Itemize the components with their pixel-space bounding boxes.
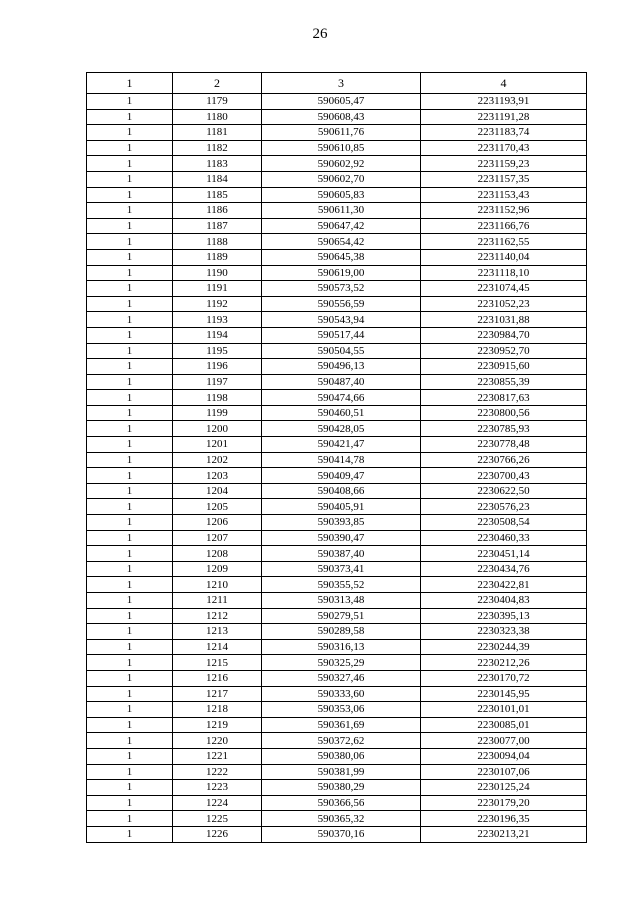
zone-cell: 1 <box>87 515 173 531</box>
y-coordinate-cell: 2231157,35 <box>421 171 587 187</box>
zone-cell: 1 <box>87 655 173 671</box>
zone-cell: 1 <box>87 546 173 562</box>
zone-cell: 1 <box>87 156 173 172</box>
x-coordinate-cell: 590602,70 <box>262 171 421 187</box>
point-number-cell: 1198 <box>173 390 262 406</box>
y-coordinate-cell: 2230422,81 <box>421 577 587 593</box>
zone-cell: 1 <box>87 764 173 780</box>
table-row <box>87 686 587 702</box>
table-row <box>87 327 587 343</box>
x-coordinate-cell: 590487,40 <box>262 374 421 390</box>
point-number-cell: 1218 <box>173 702 262 718</box>
point-number-cell: 1216 <box>173 670 262 686</box>
table-row <box>87 359 587 375</box>
x-coordinate-cell: 590313,48 <box>262 593 421 609</box>
point-number-cell: 1206 <box>173 515 262 531</box>
point-number-cell: 1200 <box>173 421 262 437</box>
y-coordinate-cell: 2230766,26 <box>421 452 587 468</box>
x-coordinate-cell: 590380,29 <box>262 780 421 796</box>
x-coordinate-cell: 590605,83 <box>262 187 421 203</box>
point-number-cell: 1201 <box>173 437 262 453</box>
column-header-3: 3 <box>262 73 421 94</box>
zone-cell: 1 <box>87 125 173 141</box>
zone-cell: 1 <box>87 686 173 702</box>
x-coordinate-cell: 590460,51 <box>262 405 421 421</box>
zone-cell: 1 <box>87 109 173 125</box>
table-row <box>87 203 587 219</box>
y-coordinate-cell: 2230508,54 <box>421 515 587 531</box>
point-number-cell: 1182 <box>173 140 262 156</box>
zone-cell: 1 <box>87 312 173 328</box>
point-number-cell: 1184 <box>173 171 262 187</box>
table-body <box>87 94 587 843</box>
point-number-cell: 1226 <box>173 826 262 842</box>
table-row <box>87 171 587 187</box>
point-number-cell: 1204 <box>173 483 262 499</box>
x-coordinate-cell: 590355,52 <box>262 577 421 593</box>
table-row <box>87 826 587 842</box>
zone-cell: 1 <box>87 234 173 250</box>
x-coordinate-cell: 590333,60 <box>262 686 421 702</box>
y-coordinate-cell: 2230179,20 <box>421 795 587 811</box>
x-coordinate-cell: 590381,99 <box>262 764 421 780</box>
x-coordinate-cell: 590414,78 <box>262 452 421 468</box>
point-number-cell: 1223 <box>173 780 262 796</box>
table-row <box>87 437 587 453</box>
table-row <box>87 655 587 671</box>
point-number-cell: 1193 <box>173 312 262 328</box>
point-number-cell: 1210 <box>173 577 262 593</box>
x-coordinate-cell: 590380,06 <box>262 748 421 764</box>
y-coordinate-cell: 2230101,01 <box>421 702 587 718</box>
zone-cell: 1 <box>87 94 173 110</box>
x-coordinate-cell: 590474,66 <box>262 390 421 406</box>
table-row <box>87 764 587 780</box>
table-row <box>87 296 587 312</box>
point-number-cell: 1225 <box>173 811 262 827</box>
x-coordinate-cell: 590605,47 <box>262 94 421 110</box>
y-coordinate-cell: 2230212,26 <box>421 655 587 671</box>
x-coordinate-cell: 590387,40 <box>262 546 421 562</box>
x-coordinate-cell: 590366,56 <box>262 795 421 811</box>
zone-cell: 1 <box>87 359 173 375</box>
x-coordinate-cell: 590428,05 <box>262 421 421 437</box>
y-coordinate-cell: 2230576,23 <box>421 499 587 515</box>
x-coordinate-cell: 590361,69 <box>262 717 421 733</box>
zone-cell: 1 <box>87 437 173 453</box>
zone-cell: 1 <box>87 577 173 593</box>
y-coordinate-cell: 2230800,56 <box>421 405 587 421</box>
point-number-cell: 1199 <box>173 405 262 421</box>
table-row <box>87 733 587 749</box>
table-row <box>87 593 587 609</box>
table-row <box>87 577 587 593</box>
point-number-cell: 1219 <box>173 717 262 733</box>
x-coordinate-cell: 590408,66 <box>262 483 421 499</box>
table-row <box>87 281 587 297</box>
x-coordinate-cell: 590289,58 <box>262 624 421 640</box>
x-coordinate-cell: 590405,91 <box>262 499 421 515</box>
table-row <box>87 218 587 234</box>
zone-cell: 1 <box>87 468 173 484</box>
point-number-cell: 1183 <box>173 156 262 172</box>
table-row <box>87 405 587 421</box>
y-coordinate-cell: 2230213,21 <box>421 826 587 842</box>
zone-cell: 1 <box>87 327 173 343</box>
table-row <box>87 265 587 281</box>
zone-cell: 1 <box>87 499 173 515</box>
x-coordinate-cell: 590610,85 <box>262 140 421 156</box>
x-coordinate-cell: 590409,47 <box>262 468 421 484</box>
table-row <box>87 312 587 328</box>
y-coordinate-cell: 2231074,45 <box>421 281 587 297</box>
point-number-cell: 1222 <box>173 764 262 780</box>
x-coordinate-cell: 590543,94 <box>262 312 421 328</box>
point-number-cell: 1212 <box>173 608 262 624</box>
zone-cell: 1 <box>87 405 173 421</box>
point-number-cell: 1192 <box>173 296 262 312</box>
table-row <box>87 780 587 796</box>
y-coordinate-cell: 2231152,96 <box>421 203 587 219</box>
y-coordinate-cell: 2230125,24 <box>421 780 587 796</box>
table-row <box>87 748 587 764</box>
header-row <box>87 73 587 94</box>
zone-cell: 1 <box>87 421 173 437</box>
table-row <box>87 249 587 265</box>
y-coordinate-cell: 2230404,83 <box>421 593 587 609</box>
point-number-cell: 1181 <box>173 125 262 141</box>
y-coordinate-cell: 2230077,00 <box>421 733 587 749</box>
y-coordinate-cell: 2230323,38 <box>421 624 587 640</box>
y-coordinate-cell: 2230817,63 <box>421 390 587 406</box>
zone-cell: 1 <box>87 374 173 390</box>
point-number-cell: 1191 <box>173 281 262 297</box>
y-coordinate-cell: 2230915,60 <box>421 359 587 375</box>
x-coordinate-cell: 590421,47 <box>262 437 421 453</box>
y-coordinate-cell: 2230952,70 <box>421 343 587 359</box>
column-header-2: 2 <box>173 73 262 94</box>
y-coordinate-cell: 2230094,04 <box>421 748 587 764</box>
point-number-cell: 1185 <box>173 187 262 203</box>
zone-cell: 1 <box>87 452 173 468</box>
zone-cell: 1 <box>87 780 173 796</box>
point-number-cell: 1211 <box>173 593 262 609</box>
y-coordinate-cell: 2231118,10 <box>421 265 587 281</box>
zone-cell: 1 <box>87 811 173 827</box>
table-row <box>87 125 587 141</box>
point-number-cell: 1205 <box>173 499 262 515</box>
zone-cell: 1 <box>87 171 173 187</box>
y-coordinate-cell: 2231193,91 <box>421 94 587 110</box>
y-coordinate-cell: 2231166,76 <box>421 218 587 234</box>
x-coordinate-cell: 590611,76 <box>262 125 421 141</box>
table-row <box>87 483 587 499</box>
column-header-1: 1 <box>87 73 173 94</box>
x-coordinate-cell: 590496,13 <box>262 359 421 375</box>
table-row <box>87 499 587 515</box>
table-row <box>87 452 587 468</box>
y-coordinate-cell: 2230451,14 <box>421 546 587 562</box>
y-coordinate-cell: 2231159,23 <box>421 156 587 172</box>
x-coordinate-cell: 590619,00 <box>262 265 421 281</box>
table-row <box>87 639 587 655</box>
zone-cell: 1 <box>87 670 173 686</box>
zone-cell: 1 <box>87 593 173 609</box>
y-coordinate-cell: 2230434,76 <box>421 561 587 577</box>
point-number-cell: 1194 <box>173 327 262 343</box>
y-coordinate-cell: 2231191,28 <box>421 109 587 125</box>
x-coordinate-cell: 590556,59 <box>262 296 421 312</box>
table-row <box>87 795 587 811</box>
y-coordinate-cell: 2231183,74 <box>421 125 587 141</box>
table-row <box>87 187 587 203</box>
zone-cell: 1 <box>87 748 173 764</box>
table-row <box>87 156 587 172</box>
zone-cell: 1 <box>87 140 173 156</box>
table-row <box>87 702 587 718</box>
zone-cell: 1 <box>87 203 173 219</box>
table-row <box>87 374 587 390</box>
y-coordinate-cell: 2230855,39 <box>421 374 587 390</box>
table-row <box>87 624 587 640</box>
point-number-cell: 1217 <box>173 686 262 702</box>
y-coordinate-cell: 2230244,39 <box>421 639 587 655</box>
x-coordinate-cell: 590654,42 <box>262 234 421 250</box>
zone-cell: 1 <box>87 639 173 655</box>
point-number-cell: 1196 <box>173 359 262 375</box>
table-row <box>87 546 587 562</box>
page-number: 26 <box>312 26 328 42</box>
y-coordinate-cell: 2231153,43 <box>421 187 587 203</box>
y-coordinate-cell: 2230785,93 <box>421 421 587 437</box>
table-row <box>87 717 587 733</box>
x-coordinate-cell: 590372,62 <box>262 733 421 749</box>
x-coordinate-cell: 590353,06 <box>262 702 421 718</box>
zone-cell: 1 <box>87 218 173 234</box>
x-coordinate-cell: 590504,55 <box>262 343 421 359</box>
y-coordinate-cell: 2230778,48 <box>421 437 587 453</box>
zone-cell: 1 <box>87 733 173 749</box>
point-number-cell: 1179 <box>173 94 262 110</box>
table-row <box>87 561 587 577</box>
y-coordinate-cell: 2230460,33 <box>421 530 587 546</box>
zone-cell: 1 <box>87 624 173 640</box>
table-row <box>87 109 587 125</box>
zone-cell: 1 <box>87 702 173 718</box>
table-header <box>87 73 587 94</box>
x-coordinate-cell: 590573,52 <box>262 281 421 297</box>
table-row <box>87 515 587 531</box>
point-number-cell: 1215 <box>173 655 262 671</box>
point-number-cell: 1221 <box>173 748 262 764</box>
point-number-cell: 1188 <box>173 234 262 250</box>
zone-cell: 1 <box>87 187 173 203</box>
point-number-cell: 1197 <box>173 374 262 390</box>
x-coordinate-cell: 590393,85 <box>262 515 421 531</box>
point-number-cell: 1202 <box>173 452 262 468</box>
zone-cell: 1 <box>87 296 173 312</box>
y-coordinate-cell: 2230107,06 <box>421 764 587 780</box>
zone-cell: 1 <box>87 249 173 265</box>
x-coordinate-cell: 590279,51 <box>262 608 421 624</box>
zone-cell: 1 <box>87 608 173 624</box>
zone-cell: 1 <box>87 717 173 733</box>
y-coordinate-cell: 2230984,70 <box>421 327 587 343</box>
x-coordinate-cell: 590647,42 <box>262 218 421 234</box>
table-row <box>87 530 587 546</box>
y-coordinate-cell: 2231031,88 <box>421 312 587 328</box>
point-number-cell: 1214 <box>173 639 262 655</box>
x-coordinate-cell: 590602,92 <box>262 156 421 172</box>
coordinates-table <box>86 72 587 843</box>
x-coordinate-cell: 590608,43 <box>262 109 421 125</box>
table-row <box>87 343 587 359</box>
zone-cell: 1 <box>87 826 173 842</box>
table-row <box>87 811 587 827</box>
point-number-cell: 1186 <box>173 203 262 219</box>
table-row <box>87 94 587 110</box>
y-coordinate-cell: 2230085,01 <box>421 717 587 733</box>
column-header-4: 4 <box>421 73 587 94</box>
y-coordinate-cell: 2230622,50 <box>421 483 587 499</box>
x-coordinate-cell: 590370,16 <box>262 826 421 842</box>
x-coordinate-cell: 590517,44 <box>262 327 421 343</box>
point-number-cell: 1187 <box>173 218 262 234</box>
point-number-cell: 1220 <box>173 733 262 749</box>
x-coordinate-cell: 590373,41 <box>262 561 421 577</box>
point-number-cell: 1195 <box>173 343 262 359</box>
zone-cell: 1 <box>87 281 173 297</box>
x-coordinate-cell: 590325,29 <box>262 655 421 671</box>
table-row <box>87 234 587 250</box>
zone-cell: 1 <box>87 795 173 811</box>
y-coordinate-cell: 2231170,43 <box>421 140 587 156</box>
table-row <box>87 421 587 437</box>
x-coordinate-cell: 590365,32 <box>262 811 421 827</box>
point-number-cell: 1203 <box>173 468 262 484</box>
point-number-cell: 1213 <box>173 624 262 640</box>
zone-cell: 1 <box>87 343 173 359</box>
x-coordinate-cell: 590316,13 <box>262 639 421 655</box>
table-row <box>87 140 587 156</box>
y-coordinate-cell: 2231162,55 <box>421 234 587 250</box>
y-coordinate-cell: 2231052,23 <box>421 296 587 312</box>
table-row <box>87 390 587 406</box>
point-number-cell: 1224 <box>173 795 262 811</box>
y-coordinate-cell: 2230395,13 <box>421 608 587 624</box>
point-number-cell: 1209 <box>173 561 262 577</box>
y-coordinate-cell: 2230700,43 <box>421 468 587 484</box>
zone-cell: 1 <box>87 530 173 546</box>
table-row <box>87 670 587 686</box>
point-number-cell: 1208 <box>173 546 262 562</box>
point-number-cell: 1207 <box>173 530 262 546</box>
point-number-cell: 1189 <box>173 249 262 265</box>
y-coordinate-cell: 2231140,04 <box>421 249 587 265</box>
x-coordinate-cell: 590611,30 <box>262 203 421 219</box>
x-coordinate-cell: 590327,46 <box>262 670 421 686</box>
table-row <box>87 468 587 484</box>
zone-cell: 1 <box>87 390 173 406</box>
zone-cell: 1 <box>87 265 173 281</box>
point-number-cell: 1190 <box>173 265 262 281</box>
zone-cell: 1 <box>87 561 173 577</box>
x-coordinate-cell: 590645,38 <box>262 249 421 265</box>
table-row <box>87 608 587 624</box>
y-coordinate-cell: 2230145,95 <box>421 686 587 702</box>
y-coordinate-cell: 2230196,35 <box>421 811 587 827</box>
x-coordinate-cell: 590390,47 <box>262 530 421 546</box>
point-number-cell: 1180 <box>173 109 262 125</box>
zone-cell: 1 <box>87 483 173 499</box>
y-coordinate-cell: 2230170,72 <box>421 670 587 686</box>
